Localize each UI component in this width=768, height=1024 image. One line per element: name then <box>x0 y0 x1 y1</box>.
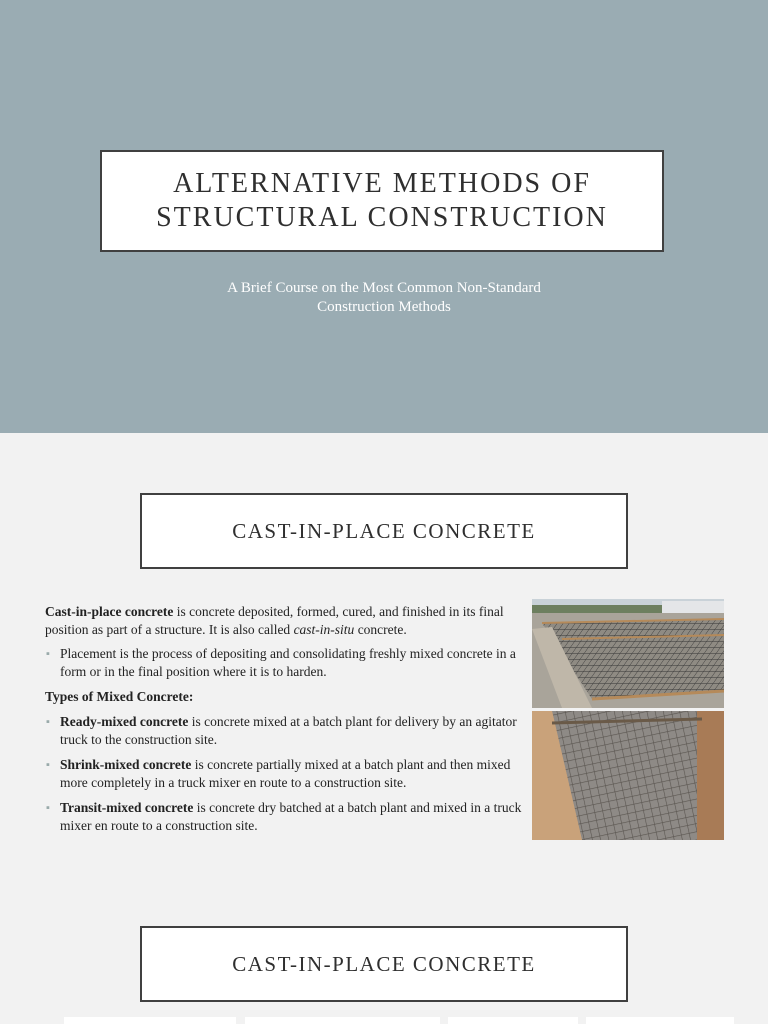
type-term: Ready-mixed concrete <box>60 714 189 729</box>
title-line-2: STRUCTURAL CONSTRUCTION <box>156 202 608 233</box>
title-slide <box>0 0 768 433</box>
subtitle <box>184 279 584 317</box>
rebar-formwork-photo <box>532 711 724 840</box>
rebar-formwork-photo-image <box>532 711 724 840</box>
intro-end: concrete. <box>354 622 407 637</box>
placement-list <box>45 645 523 681</box>
intro-term: Cast-in-place concrete <box>45 604 174 619</box>
list-item <box>45 756 523 792</box>
title-box <box>100 150 664 252</box>
bullet-icon: ▪ <box>46 716 50 728</box>
intro-paragraph <box>45 603 523 639</box>
intro-italic: cast-in-situ <box>293 622 355 637</box>
type-text: is concrete mixed at a batch plant for delivery by an agitator truck to the construction site. <box>60 714 517 747</box>
slide-body <box>45 603 523 842</box>
image-placeholder <box>586 1017 734 1024</box>
types-heading: Types of Mixed Concrete: <box>45 689 194 704</box>
placement-text: Placement is the process of depositing and consolidating freshly mixed concrete in a form or in the final position where it is to harden. <box>60 646 516 679</box>
list-item <box>45 645 523 681</box>
subtitle-line-1: A Brief Course on the Most Common Non-Standard <box>227 280 541 296</box>
types-list <box>45 713 523 835</box>
list-item <box>45 799 523 835</box>
bullet-icon: ▪ <box>46 802 50 814</box>
slide-heading-2: CAST-IN-PLACE CONCRETE <box>140 926 628 1002</box>
type-term: Shrink-mixed concrete <box>60 757 192 772</box>
image-placeholder <box>448 1017 578 1024</box>
rebar-site-photo-image <box>532 599 724 708</box>
intro-text: is concrete deposited, formed, cured, and finished in its final position as part of a structure. It is also called <box>45 604 504 637</box>
title-line-1: ALTERNATIVE METHODS OF <box>173 168 591 199</box>
type-text: is concrete dry batched at a batch plant and mixed in a truck mixer en route to a construction site. <box>60 800 522 833</box>
subtitle-line-2: Construction Methods <box>317 299 451 315</box>
list-item <box>45 713 523 749</box>
bullet-icon: ▪ <box>46 759 50 771</box>
image-placeholder <box>245 1017 440 1024</box>
bullet-icon: ▪ <box>46 648 50 660</box>
type-text: is concrete partially mixed at a batch plant and then mixed more completely in a truck mixer en route to a construction site. <box>60 757 511 790</box>
image-placeholder <box>64 1017 236 1024</box>
type-term: Transit-mixed concrete <box>60 800 194 815</box>
rebar-site-photo <box>532 599 724 708</box>
slide-heading: CAST-IN-PLACE CONCRETE <box>140 493 628 569</box>
